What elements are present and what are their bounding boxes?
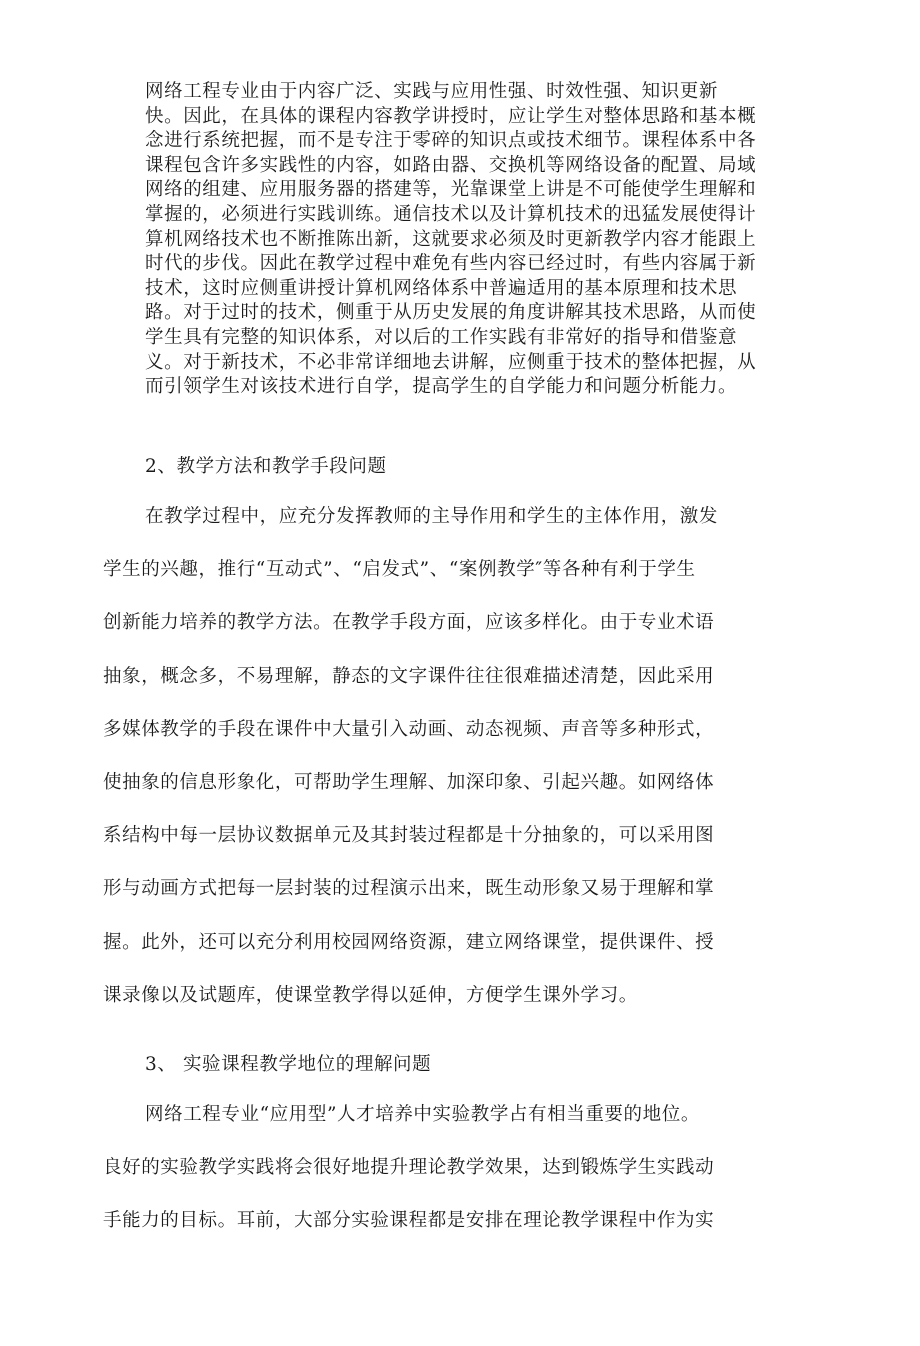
paragraph-line: 良好的实验教学实践将会很好地提升理论教学效果，达到锻炼学生实践动 [103, 1157, 715, 1179]
paragraph-line: 手能力的目标。耳前，大部分实验课程都是安排在理论教学课程中作为实 [103, 1210, 715, 1232]
paragraph-lab-courses [103, 1088, 803, 1248]
paragraph-line: 抽象，概念多，不易理解，静态的文字课件往往很难描述清楚，因此采用 [103, 665, 715, 687]
paragraph-line: 网络工程专业“应用型”人才培养中实验教学占有相当重要的地位。 [145, 1104, 700, 1125]
paragraph-line: 网络的组建、应用服务器的搭建等，光靠课堂上讲是不可能使学生理解和 [145, 179, 757, 201]
paragraph-line: 路。对于过时的技术，侧重于从历史发展的角度讲解其技术思路，从而使 [145, 302, 757, 324]
paragraph-course-content [145, 80, 815, 400]
paragraph-line: 课程包含许多实践性的内容，如路由器、交换机等网络设备的配置、局域 [145, 154, 757, 176]
paragraph-line: 握。此外，还可以充分利用校园网络资源，建立网络课堂，提供课件、授 [103, 931, 715, 953]
paragraph-line: 技术，这时应侧重讲授计算机网络体系中普遍适用的基本原理和技术思 [145, 277, 738, 299]
paragraph-teaching-methods [103, 490, 803, 1022]
paragraph-line: 使抽象的信息形象化，可帮助学生理解、加深印象、引起兴趣。如网络体 [103, 771, 715, 793]
paragraph-line: 而引领学生对该技术进行自学，提高学生的自学能力和问题分析能力。 [145, 376, 738, 398]
paragraph-line: 在教学过程中，应充分发挥教师的主导作用和学生的主体作用，激发 [145, 506, 719, 527]
section-heading-teaching-methods: 2、教学方法和教学手段问题 [145, 456, 387, 477]
paragraph-line: 算机网络技术也不断推陈出新，这就要求必须及时更新教学内容才能跟上 [145, 228, 757, 250]
paragraph-line: 念进行系统把握，而不是专注于零碎的知识点或技术细节。课程体系中各 [145, 130, 757, 152]
paragraph-line: 时代的步伐。因此在教学过程中难免有些内容已经过时，有些内容属于新 [145, 253, 757, 275]
paragraph-line: 学生的兴趣，推行“互动式”、“启发式”、“案例教学″等各种有利于学生 [103, 559, 696, 581]
paragraph-line: 掌握的，必须进行实践训练。通信技术以及计算机技术的迅猛发展使得计 [145, 203, 757, 225]
paragraph-line: 义。对于新技术，不必非常详细地去讲解，应侧重于技术的整体把握，从 [145, 351, 757, 373]
section-heading-lab-courses: 3、 实验课程教学地位的理解问题 [145, 1054, 432, 1075]
paragraph-line: 系结构中每一层协议数据单元及其封装过程都是十分抽象的，可以采用图 [103, 825, 715, 847]
paragraph-line: 创新能力培养的教学方法。在教学手段方面，应该多样化。由于专业术语 [103, 612, 715, 634]
paragraph-line: 多媒体教学的手段在课件中大量引入动画、动态视频、声音等多种形式， [103, 718, 715, 740]
paragraph-line: 课录像以及试题库，使课堂教学得以延伸，方便学生课外学习。 [103, 984, 638, 1006]
paragraph-line: 快。因此，在具体的课程内容教学讲授时，应让学生对整体思路和基本概 [145, 105, 757, 127]
paragraph-line: 网络工程专业由于内容广泛、实践与应用性强、时效性强、知识更新 [145, 81, 719, 102]
paragraph-line: 形与动画方式把每一层封装的过程演示出来，既生动形象又易于理解和掌 [103, 878, 715, 900]
paragraph-line: 学生具有完整的知识体系，对以后的工作实践有非常好的指导和借鉴意 [145, 326, 738, 348]
